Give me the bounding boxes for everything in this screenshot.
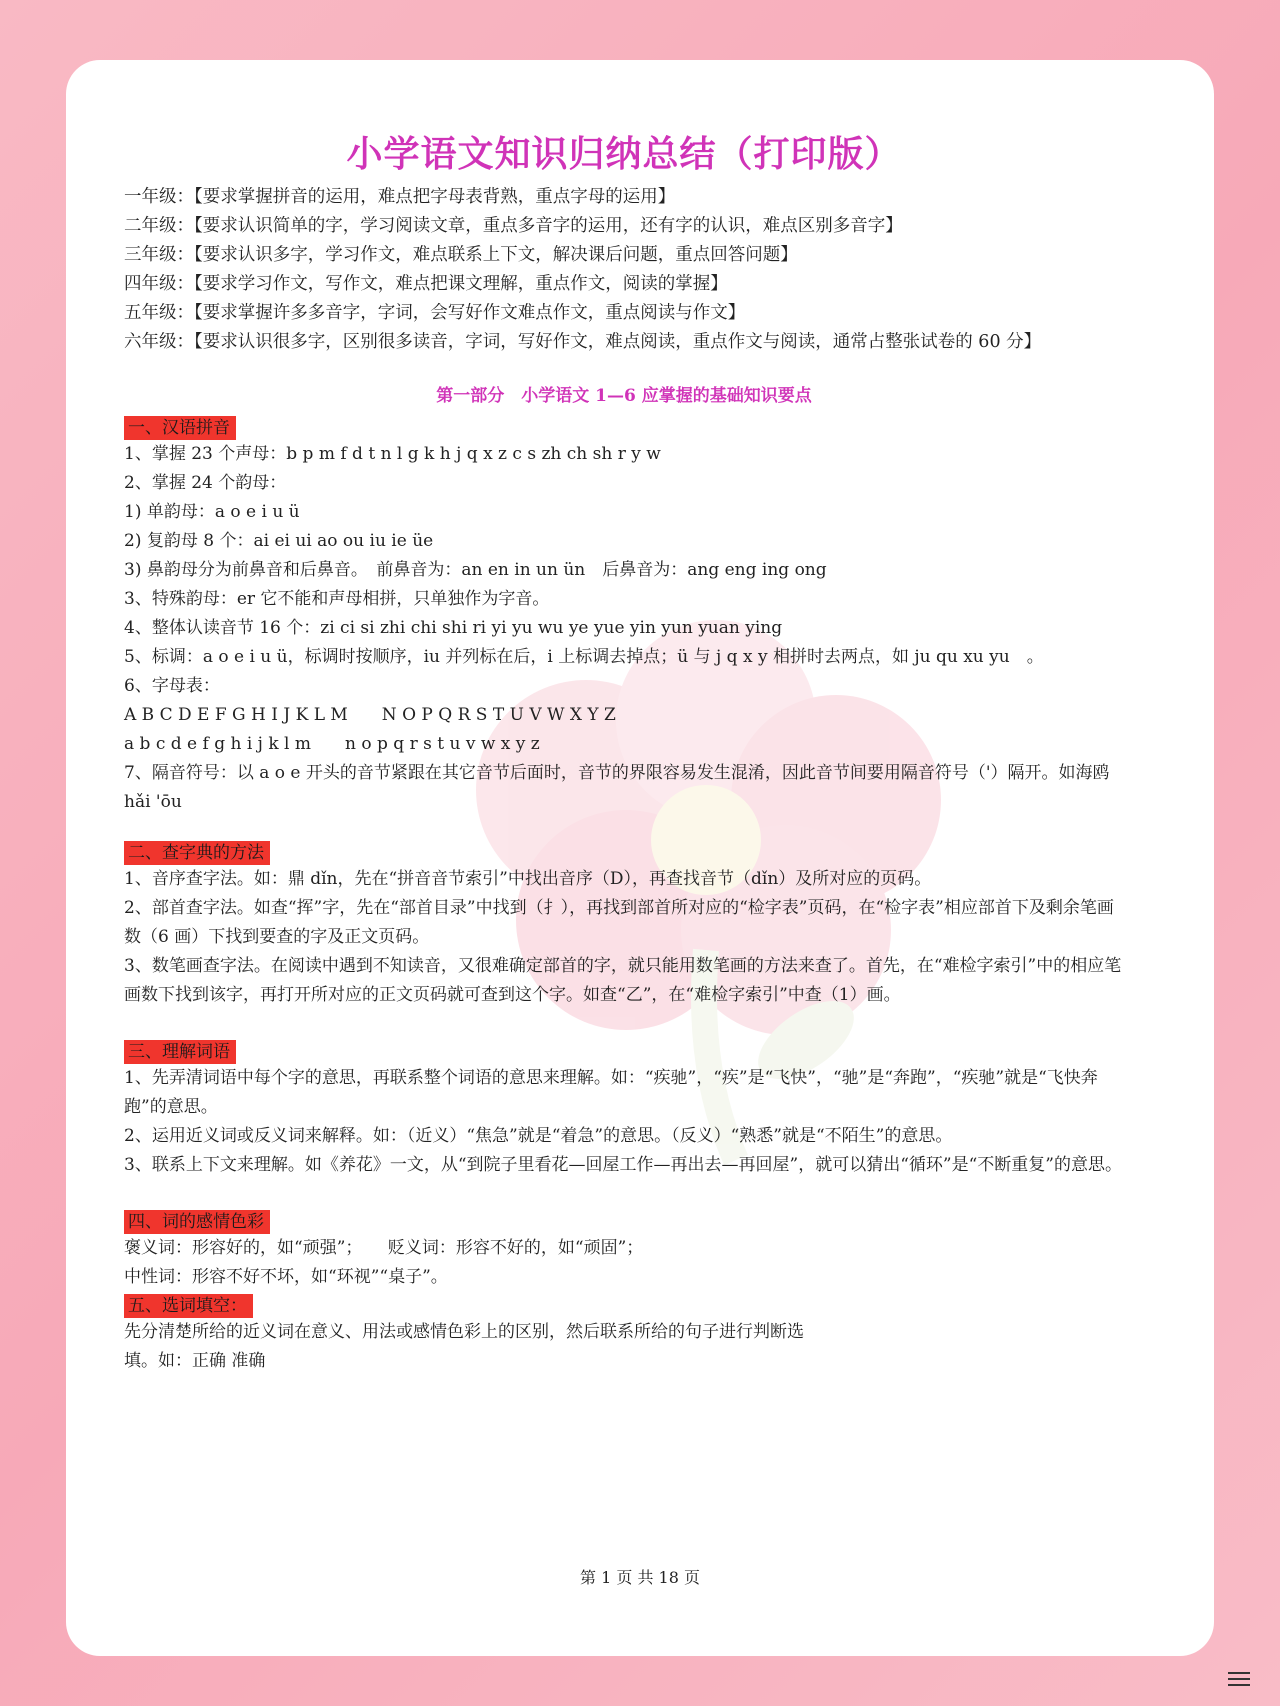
document-content (124, 122, 1124, 1376)
alphabet-lower: a b c d e f g h i j k l m n o p q r s t u v w x y z (124, 734, 540, 754)
section-line: 7、隔音符号：以 a o e 开头的音节紧跟在其它音节后面时，音节的界限容易发生混淆，因此音节间要用隔音符号（'）隔开。如海鸥 hǎi 'ōu (124, 763, 1110, 812)
section-heading: 二、查字典的方法 (124, 841, 270, 865)
section-line: 3、数笔画查字法。在阅读中遇到不知读音，又很难确定部首的字，就只能用数笔画的方法来查了。首先，在“难检字索引”中的相应笔画数下找到该字，再打开所对应的正文页码就可查到这个字。如查“乙”，在“难检字索引”中查（1）画。 (124, 956, 1122, 1005)
section-line: 3、联系上下文来理解。如《养花》一文，从“到院子里看花—回屋工作—再出去—再回屋”，就可以猜出“循环”是“不断重复”的意思。 (124, 1155, 1122, 1175)
grade-requirements (124, 183, 1124, 357)
grade-line: 四年级：【要求学习作文，写作文，难点把课文理解，重点作文，阅读的掌握】 (124, 274, 728, 294)
section-dictionary (124, 839, 1124, 1010)
section-line: 3) 鼻韵母分为前鼻音和后鼻音。 前鼻音为：an en in un ün 后鼻音为：ang eng ing ong (124, 560, 827, 580)
section-heading: 五、选词填空： (124, 1294, 253, 1318)
grade-line: 三年级：【要求认识多字，学习作文，难点联系上下文，解决课后问题，重点回答问题】 (124, 245, 798, 265)
section-emotion (124, 1208, 1124, 1292)
section-heading: 四、词的感情色彩 (124, 1210, 270, 1234)
section-line: 2、运用近义词或反义词来解释。如：（近义）“焦急”就是“着急”的意思。（反义）“熟悉”就是“不陌生”的意思。 (124, 1126, 953, 1146)
section-line: 1) 单韵母：a o e i u ü (124, 502, 300, 522)
section-line: 褒义词：形容好的，如“顽强”； 贬义词：形容不好的，如“顽固”； (124, 1238, 644, 1258)
section-line: 1、先弄清词语中每个字的意思，再联系整个词语的意思来理解。如：“疾驰”，“疾”是“飞快”，“驰”是“奔跑”，“疾驰”就是“飞快奔跑”的意思。 (124, 1068, 1098, 1117)
section-line: 4、整体认读音节 16 个：zi ci si zhi chi shi ri yi yu wu ye yue yin yun yuan ying (124, 618, 783, 638)
section-line: 1、掌握 23 个声母：b p m f d t n l g k h j q x z c s zh ch sh r y w (124, 444, 661, 464)
section-line: 1、音序查字法。如：鼎 dǐn，先在“拼音音节索引”中找出音序（D），再查找音节（dǐn）及所对应的页码。 (124, 869, 932, 889)
part-title: 第一部分 小学语文 1—6 应掌握的基础知识要点 (436, 386, 812, 406)
section-line: 2、掌握 24 个韵母： (124, 473, 287, 493)
section-pinyin (124, 414, 1124, 817)
alphabet-upper: A B C D E F G H I J K L M N O P Q R S T U V W X Y Z (124, 705, 616, 725)
section-line: 3、特殊韵母：er 它不能和声母相拼，只单独作为字音。 (124, 589, 550, 609)
grade-line: 六年级：【要求认识很多字，区别很多读音，字词，写好作文，难点阅读，重点作文与阅读，通常占整张试卷的 60 分】 (124, 332, 1042, 352)
section-words (124, 1038, 1124, 1180)
grade-line: 二年级：【要求认识简单的字，学习阅读文章，重点多音字的运用，还有字的认识，难点区别多音字】 (124, 216, 903, 236)
section-line: 中性词：形容不好不坏，如“环视”“桌子”。 (124, 1267, 448, 1287)
section-line: 2、部首查字法。如查“挥”字，先在“部首目录”中找到（扌），再找到部首所对应的“检字表”页码，在“检字表”相应部首下及剩余笔画数（6 画）下找到要查的字及正文页码。 (124, 898, 1114, 947)
section-line: 2) 复韵母 8 个：ai ei ui ao ou iu ie üe (124, 531, 434, 551)
section-heading: 三、理解词语 (124, 1040, 236, 1064)
page-footer: 第 1 页 共 18 页 (580, 1568, 700, 1587)
grade-line: 一年级：【要求掌握拼音的运用，难点把字母表背熟，重点字母的运用】 (124, 187, 676, 207)
section-line: 6、字母表： (124, 676, 220, 696)
section-fill-words (124, 1292, 1124, 1376)
section-line: 5、标调：a o e i u ü，标调时按顺序，iu 并列标在后，i 上标调去掉点；ü 与 j q x y 相拼时去两点，如 ju qu xu yu 。 (124, 647, 1044, 667)
grade-line: 五年级：【要求掌握许多多音字，字词，会写好作文难点作文，重点阅读与作文】 (124, 303, 746, 323)
section-line: 先分清楚所给的近义词在意义、用法或感情色彩上的区别，然后联系所给的句子进行判断选 (124, 1322, 804, 1342)
menu-icon[interactable] (1228, 1672, 1250, 1690)
section-heading: 一、汉语拼音 (124, 416, 236, 440)
document-title: 小学语文知识归纳总结（打印版） (346, 134, 902, 175)
section-line: 填。如：正确 准确 (124, 1351, 266, 1371)
